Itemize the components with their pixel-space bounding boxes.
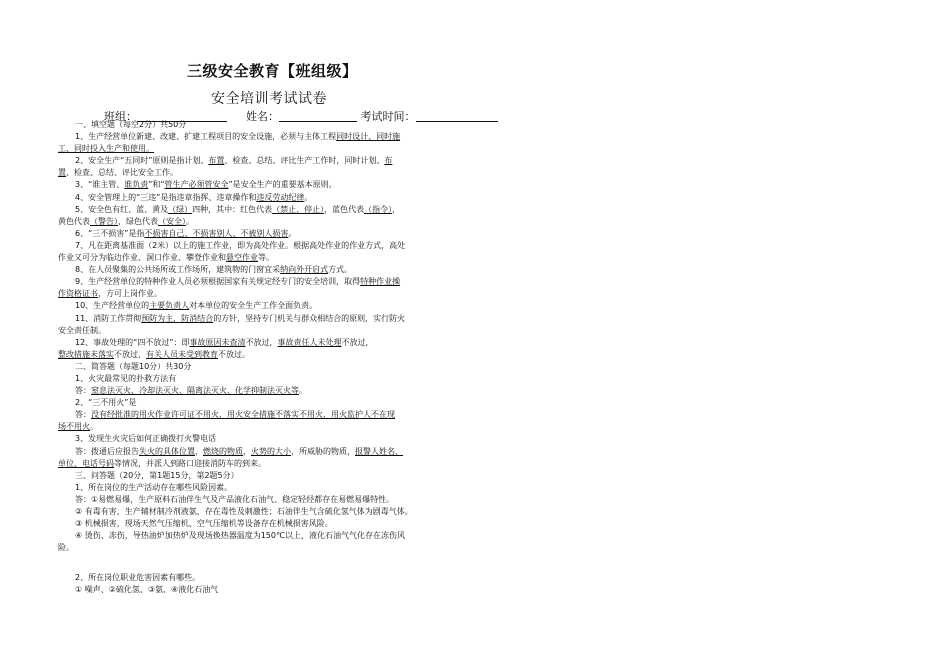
line-text: 的方针，坚持专门机关与群众相结合的原则，实行防火: [213, 313, 406, 323]
text-line: [58, 276, 478, 288]
line-text: 四种，其中：红色代表: [192, 204, 273, 214]
line-text: 、检查、总结、评比生产工作时，同时计划、: [224, 156, 385, 166]
answer-text: 整改措施未落实: [58, 349, 114, 359]
answer-text: （安全）: [158, 216, 186, 226]
line-text: 2、所在岗位职业危害因素有哪些。: [75, 573, 201, 583]
answer-text: 有关人员未受到教育: [146, 349, 218, 359]
team-label: 班组：: [104, 110, 137, 123]
line-text: 10、生产经营单位的: [75, 301, 150, 311]
text-line: [58, 470, 478, 482]
line-text: 1、火灾最常见的扑救方法有: [75, 373, 177, 383]
text-line: [58, 421, 478, 433]
answer-text: 特种作业操: [360, 277, 401, 287]
line-text: ，方可上岗作业。: [98, 289, 162, 299]
text-line: [58, 518, 478, 530]
line-text: ，: [392, 204, 401, 214]
answer-text: （绿）: [168, 204, 193, 214]
line-text: 。: [90, 422, 98, 432]
text-line: [58, 373, 478, 385]
line-text: 答：①易燃易爆，生产原料石油伴生气及产品液化石油气、稳定轻烃都存在易燃易爆特性。: [75, 494, 395, 504]
line-text: 2、安全生产“五同时”原则是指计划、: [75, 156, 209, 166]
blank-gap: [58, 554, 478, 572]
answer-text: （禁止、停止）: [272, 204, 325, 214]
line-text: 不放过，: [114, 349, 146, 359]
text-line: [58, 155, 478, 167]
line-text: 安全责任制。: [58, 325, 106, 335]
name-label: 姓名：: [246, 110, 279, 123]
text-line: [58, 584, 478, 596]
line-text: 答：: [75, 386, 91, 396]
answer-text: 预防为主，防消结合: [141, 313, 214, 323]
text-line: [58, 131, 478, 143]
text-line: [58, 446, 478, 458]
text-line: [58, 119, 478, 131]
text-line: [58, 240, 478, 252]
line-text: ② 有毒有害，生产辅材制冷剂液氨，存在毒性及刺激性；石油伴生气含硫化氢气体为剧毒气体。: [75, 507, 413, 516]
line-text: 3、发现生火灾后如何正确拨打火警电话: [75, 434, 217, 444]
line-text: 不放过，: [341, 337, 374, 347]
text-line: [58, 325, 478, 337]
line-text: 4、安全管理上的“三违”是指违章指挥、违章操作和: [75, 192, 257, 202]
answer-text: 报警人姓名、: [355, 446, 403, 456]
line-text: 9、生产经营单位的特种作业人员必须根据国家有关规定经专门的安全培训，取得: [75, 277, 361, 287]
answer-text: 置: [58, 168, 66, 178]
text-line: [58, 300, 478, 312]
text-line: [58, 506, 478, 518]
answer-text: 同时设计、同时施: [336, 132, 401, 142]
answer-text: 单位、电话号码: [58, 458, 114, 468]
text-line: [58, 179, 478, 191]
line-text: 险。: [58, 543, 74, 553]
text-line: [58, 337, 478, 349]
text-line: [58, 349, 478, 361]
text-line: [58, 530, 478, 542]
line-text: 方式。: [328, 265, 353, 275]
exam-time-label: 考试时间：: [360, 110, 416, 123]
text-line: [58, 433, 478, 445]
text-line: [58, 313, 478, 325]
line-text: 不放过，: [245, 337, 278, 347]
answer-text: 主要负责人: [149, 301, 190, 311]
text-line: [58, 494, 478, 506]
text-line: [58, 192, 478, 204]
answer-text: 事故原因未查清: [189, 337, 246, 347]
line-text: 一、填空题（每空2分）共50分: [75, 120, 187, 129]
line-text: 答：拨通后应报告: [75, 446, 139, 456]
line-text: 12、事故处理的“四不放过”：即: [75, 337, 190, 347]
line-text: ④ 烫伤、冻伤，导热油炉加热炉及现场换热器温度为150℃以上，液化石油气气化存在冻伤风: [75, 531, 405, 541]
line-text: 7、凡在距离基准面（2米）以上的施工作业，即为高处作业。根据高处作业的作业方式，高处: [75, 240, 406, 250]
line-text: 三、问答题（20分，第1题15分，第2题5分）: [75, 470, 239, 480]
answer-text: 谁负责: [124, 180, 149, 190]
text-line: [58, 458, 478, 470]
exam-content: [58, 119, 478, 597]
text-line: [58, 409, 478, 421]
text-line: [58, 264, 478, 276]
line-text: 二、简答题（每题10分）共30分: [75, 361, 192, 371]
line-text: 6、“三不损害”是指: [75, 228, 145, 238]
answer-text: 布: [384, 156, 393, 166]
text-line: [58, 252, 478, 264]
line-text: ”是安全生产的重要基本原则。: [228, 180, 337, 190]
answer-text: 布置: [208, 156, 225, 166]
line-text: 黄色代表: [58, 216, 90, 226]
answer-text: 违反劳动纪律: [256, 192, 305, 202]
line-text: ① 噪声、②硫化氢、③氨、④液化石油气: [75, 585, 219, 595]
line-text: 。: [186, 216, 194, 226]
text-line: [58, 542, 478, 554]
answer-text: 悬空作业: [226, 253, 258, 263]
line-text: 2、“三不用火”是: [75, 398, 137, 408]
line-text: 。: [288, 228, 297, 238]
line-text: 8、在人员聚集的公共场所或工作场所，建筑物的门窗宜采: [75, 265, 281, 275]
answer-text: 工、同时投入生产和使用。: [58, 144, 154, 154]
line-text: ，所威胁的物质，: [291, 446, 355, 456]
line-text: 答：: [75, 410, 91, 420]
answer-text: 窒息法灭火、冷却法灭火、隔离法灭火、化学抑制法灭火等: [91, 386, 299, 396]
line-text: 等情况，并派人到路口迎接消防车的到来。: [114, 458, 266, 468]
line-text: 、检查、总结、评比安全工作。: [66, 168, 178, 178]
text-line: [58, 288, 478, 300]
answer-text: 场不用火: [58, 422, 90, 432]
answer-text: 燃烧的物质: [203, 446, 243, 456]
line-text: 11、消防工作贯彻: [75, 313, 142, 323]
line-text: 5、安全色有红、蓝、黄及: [75, 204, 169, 214]
answer-text: 火势的大小: [251, 446, 291, 456]
text-line: [58, 216, 478, 228]
text-line: [58, 361, 478, 373]
answer-text: 事故责任人未处理: [277, 337, 342, 347]
line-text: ，: [195, 446, 203, 456]
document-subtitle: 安全培训考试试卷: [211, 91, 327, 107]
line-text: 3、“谁主管、: [75, 180, 125, 190]
text-line: [58, 228, 478, 240]
answer-text: 失火的具体位置: [139, 446, 195, 456]
text-line: [58, 143, 478, 155]
line-text: ，: [243, 446, 251, 456]
text-line: [58, 572, 478, 584]
answer-text: 没有经批准的用火作业许可证不用火，用火安全措施不落实不用火，用火监护人不在现: [91, 410, 395, 420]
answer-text: 作资格证书: [58, 289, 98, 299]
document-title: 三级安全教育【班组级】: [187, 62, 358, 80]
line-text: ，蓝色代表: [324, 204, 365, 214]
text-line: [58, 482, 478, 494]
answer-text: 纳向外开启式: [280, 265, 329, 275]
line-text: 作业又可分为临边作业、洞口作业、攀登作业和: [58, 253, 226, 263]
line-text: ”和“: [148, 180, 165, 190]
answer-text: 管生产必须管安全: [164, 180, 229, 190]
line-text: ，绿色代表: [118, 216, 158, 226]
line-text: 1、生产经营单位新建、改建、扩建工程项目的安全设施，必须与主体工程: [75, 132, 337, 142]
line-text: ③ 机械损害，现场天然气压缩机、空气压缩机等设备存在机械损害风险。: [75, 519, 333, 529]
answer-text: 不损害自己、不损害别人、不被别人损害: [144, 228, 289, 238]
text-line: [58, 167, 478, 179]
line-text: 。: [299, 386, 307, 396]
text-line: [58, 385, 478, 397]
text-line: [58, 204, 478, 216]
line-text: 对本单位的安全生产工作全面负责。: [189, 301, 318, 311]
answer-text: （警告）: [90, 216, 118, 226]
text-line: [58, 397, 478, 409]
answer-text: （指令）: [364, 204, 393, 214]
line-text: 1、所在岗位的生产活动存在哪些风险因素。: [75, 482, 233, 492]
line-text: 。: [304, 192, 313, 202]
line-text: 等。: [258, 253, 274, 263]
line-text: 不放过。: [218, 349, 250, 359]
